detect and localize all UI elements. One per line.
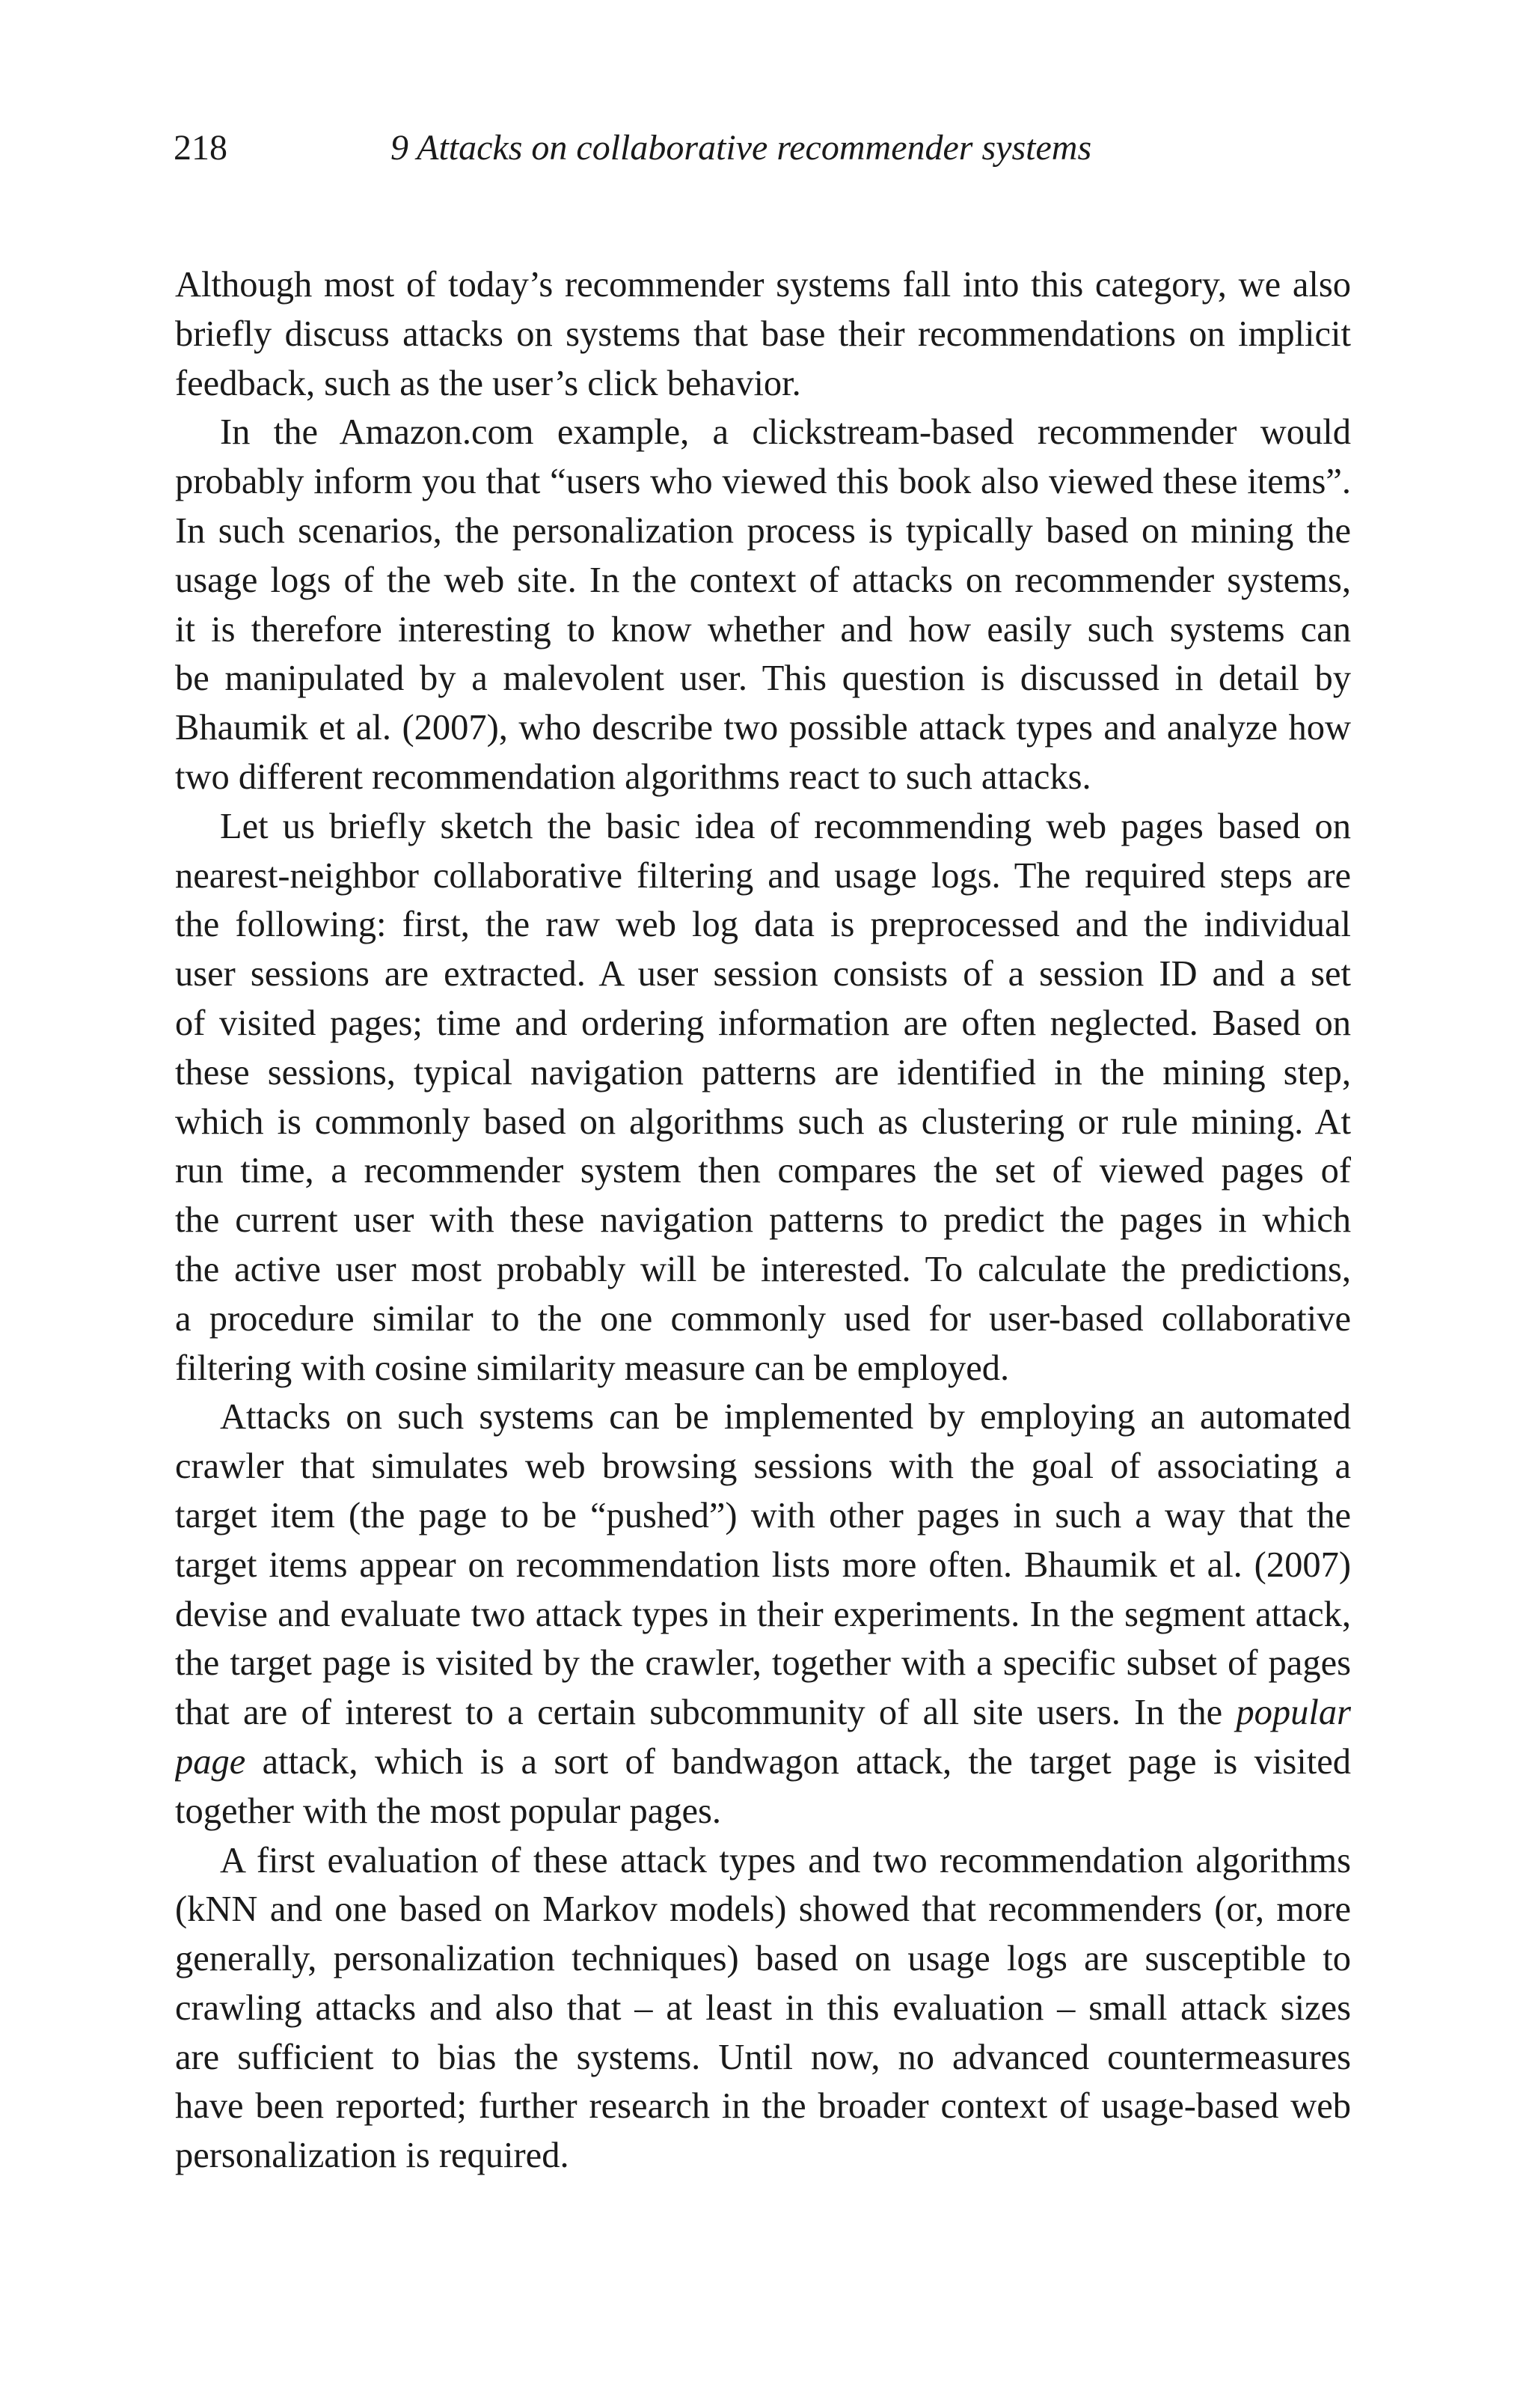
text-line: Let us briefly sketch the basic idea of recommending web pages based on [220,806,1351,846]
text-segment: attack, which is a sort of bandwagon attack, the target page is visited [245,1741,1351,1782]
text-line: usage logs of the web site. In the context of attacks on recommender systems, [175,560,1351,600]
text-line: Attacks on such systems can be implemented by employing an automated [220,1397,1351,1437]
running-head [174,126,1351,171]
text-line: Bhaumik et al. (2007), who describe two possible attack types and analyze how [175,708,1351,748]
text-line: target item (the page to be “pushed”) with other pages in such a way that the [175,1495,1351,1535]
text-line: crawling attacks and also that – at least in this evaluation – small attack sizes [175,1987,1351,2028]
text-line: the target page is visited by the crawler, together with a specific subset of pages [175,1643,1351,1684]
text-line: these sessions, typical navigation patterns are identified in the mining step, [175,1052,1351,1093]
text-line: In the Amazon.com example, a clickstream-based recommender would [220,412,1351,453]
text-line: briefly discuss attacks on systems that base their recommendations on implicit [175,314,1351,354]
italic-term: popular [1236,1693,1351,1733]
text-line: are sufficient to bias the systems. Until now, no advanced countermeasures [175,2037,1351,2077]
text-line: target items appear on recommendation lists more often. Bhaumik et al. (2007) [175,1544,1351,1585]
page-number: 218 [174,128,227,168]
text-line: devise and evaluate two attack types in their experiments. In the segment attack, [175,1594,1351,1634]
text-line: the active user most probably will be interested. To calculate the predictions, [175,1249,1351,1289]
text-line: Although most of today’s recommender systems fall into this category, we also [175,265,1351,305]
text-line: In such scenarios, the personalization process is typically based on mining the [175,510,1351,551]
text-line: personalization is required. [175,2136,569,2176]
text-line: two different recommendation algorithms react to such attacks. [175,757,1091,797]
text-line: which is commonly based on algorithms such as clustering or rule mining. At [175,1101,1351,1142]
text-line: user sessions are extracted. A user session consists of a session ID and a set [175,954,1351,994]
text-line: probably inform you that “users who viewed this book also viewed these items”. [175,462,1351,502]
chapter-title: 9 Attacks on collaborative recommender systems [390,128,1092,168]
paragraph-4 [175,1393,1351,1836]
text-line: generally, personalization techniques) based on usage logs are susceptible to [175,1939,1351,1979]
text-line: feedback, such as the user’s click behavior. [175,363,801,403]
text-segment: that are of interest to a certain subcommunity of all site users. In the [175,1693,1237,1733]
text-line: of visited pages; time and ordering information are often neglected. Based on [175,1003,1351,1043]
text-line: A first evaluation of these attack types and two recommendation algorithms [220,1840,1351,1880]
text-line [175,1688,1351,1738]
italic-term: page [175,1741,246,1782]
text-line: the current user with these navigation patterns to predict the pages in which [175,1200,1351,1241]
text-line: it is therefore interesting to know whether and how easily such systems can [175,609,1351,650]
paragraph-1 [175,260,1351,408]
text-line: (kNN and one based on Markov models) showed that recommenders (or, more [175,1889,1351,1930]
text-line: have been reported; further research in the broader context of usage-based web [175,2086,1351,2127]
paragraph-5 [175,1836,1351,2181]
text-line: filtering with cosine similarity measure can be employed. [175,1348,1010,1388]
text-line: a procedure similar to the one commonly used for user-based collaborative [175,1298,1351,1339]
paragraph-3 [175,802,1351,1393]
text-line: run time, a recommender system then compares the set of viewed pages of [175,1151,1351,1191]
text-line: be manipulated by a malevolent user. This question is discussed in detail by [175,658,1351,699]
text-line: crawler that simulates web browsing sessions with the goal of associating a [175,1446,1351,1487]
text-line: the following: first, the raw web log data is preprocessed and the individual [175,905,1351,945]
text-line: nearest-neighbor collaborative filtering and usage logs. The required steps are [175,855,1351,896]
paragraph-2 [175,408,1351,801]
text-line [175,1738,1351,1787]
text-line: together with the most popular pages. [175,1791,722,1831]
body-text [175,260,1351,2181]
